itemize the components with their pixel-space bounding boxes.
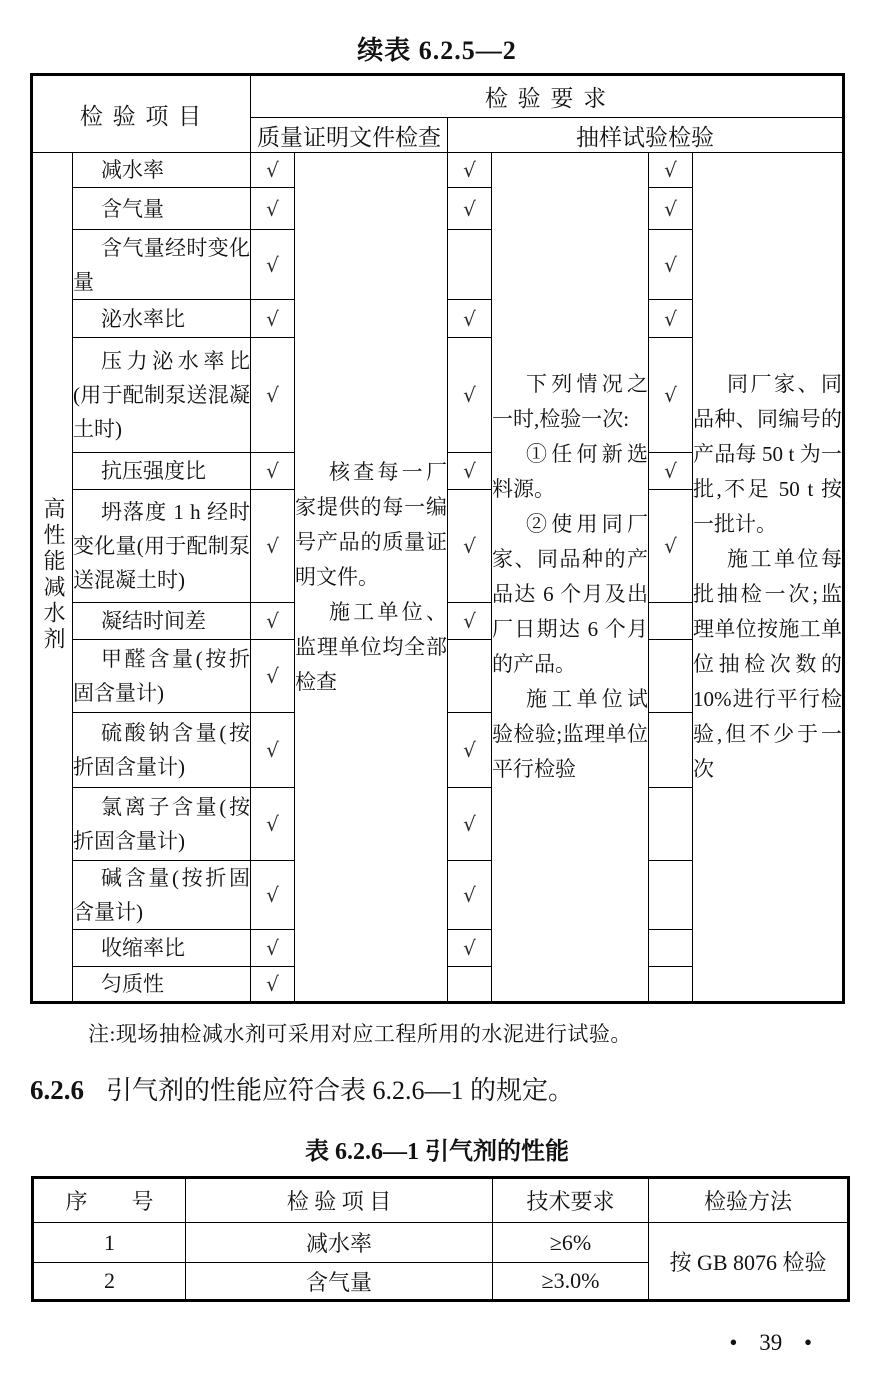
doc-checkmark-cell: √ xyxy=(251,640,295,713)
table2-header-no: 序 号 xyxy=(33,1178,186,1223)
sampling-batch-paragraph: 同厂家、同品种、同编号的产品每 50 t 为一批,不足 50 t 按一批计。 xyxy=(693,372,842,536)
sampling-checkmark-cell-2: √ xyxy=(649,188,693,230)
sampling-condition-paragraph: 下列情况之一时,检验一次: xyxy=(492,372,648,431)
table2-requirement-cell: ≥3.0% xyxy=(493,1263,649,1301)
sampling-checkmark-cell-1: √ xyxy=(448,300,492,338)
item-cell: 泌水率比 xyxy=(73,300,251,338)
item-cell: 减水率 xyxy=(73,153,251,188)
sampling-condition-paragraph: ②使用同厂家、同品种的产品达 6 个月及出厂日期达 6 个月的产品。 xyxy=(492,512,648,676)
header-requirement-col: 检 验 要 求 xyxy=(251,75,844,118)
item-cell: 匀质性 xyxy=(73,967,251,1003)
sampling-checkmark-cell-2 xyxy=(649,967,693,1003)
sampling-checkmark-cell-1: √ xyxy=(448,188,492,230)
header-item-col: 检 验 项 目 xyxy=(32,75,251,153)
table2-item-cell: 含气量 xyxy=(186,1263,493,1301)
sampling-checkmark-cell-1: √ xyxy=(448,788,492,861)
table2-requirement-cell: ≥6% xyxy=(493,1223,649,1263)
table2-header-row xyxy=(33,1178,849,1223)
item-cell: 氯离子含量(按折固含量计) xyxy=(73,788,251,861)
inspection-requirements-table xyxy=(30,73,845,1004)
category-label: 高性能减水剂 xyxy=(41,496,66,653)
item-cell: 压力泌水率比(用于配制泵送混凝土时) xyxy=(73,338,251,453)
sampling-checkmark-cell-1 xyxy=(448,230,492,300)
sampling-checkmark-cell-1: √ xyxy=(448,453,492,490)
doc-checkmark-cell: √ xyxy=(251,453,295,490)
sampling-batch-paragraph: 施工单位每批抽检一次;监理单位按施工单位抽检次数的 10%进行平行检验,但不少于一次 xyxy=(693,547,842,781)
doc-checkmark-cell: √ xyxy=(251,300,295,338)
doc-check-paragraph: 核查每一厂家提供的每一编号产品的质量证明文件。 xyxy=(295,459,447,589)
doc-checkmark-cell: √ xyxy=(251,153,295,188)
sampling-condition-text-cell xyxy=(492,153,649,1003)
sampling-checkmark-cell-2 xyxy=(649,640,693,713)
sampling-checkmark-cell-2 xyxy=(649,603,693,640)
sampling-condition-paragraph: ①任何新选料源。 xyxy=(492,442,648,501)
sampling-checkmark-cell-1: √ xyxy=(448,603,492,640)
item-cell: 含气量经时变化量 xyxy=(73,230,251,300)
sampling-checkmark-cell-2: √ xyxy=(649,453,693,490)
section-text: 引气剂的性能应符合表 6.2.6—1 的规定。 xyxy=(106,1076,575,1105)
sampling-checkmark-cell-1: √ xyxy=(448,338,492,453)
air-entraining-agent-table xyxy=(31,1176,850,1302)
sampling-checkmark-cell-2 xyxy=(649,861,693,930)
table2-title: 表 6.2.6—1 引气剂的性能 xyxy=(305,1139,569,1165)
item-cell: 坍落度 1 h 经时变化量(用于配制泵送混凝土时) xyxy=(73,490,251,603)
doc-check-text-cell xyxy=(295,153,448,1003)
page-number: • 39 • xyxy=(729,1330,812,1355)
table2-header-item: 检 验 项 目 xyxy=(186,1178,493,1223)
item-cell: 凝结时间差 xyxy=(73,603,251,640)
item-cell: 碱含量(按折固含量计) xyxy=(73,861,251,930)
doc-checkmark-cell: √ xyxy=(251,490,295,603)
document-page xyxy=(0,30,874,1373)
sampling-checkmark-cell-2 xyxy=(649,713,693,788)
sampling-checkmark-cell-1: √ xyxy=(448,930,492,967)
doc-checkmark-cell: √ xyxy=(251,603,295,640)
table-header-row xyxy=(32,75,844,118)
doc-checkmark-cell: √ xyxy=(251,930,295,967)
sampling-checkmark-cell-1 xyxy=(448,640,492,713)
table-note: 注:现场抽检减水剂可采用对应工程所用的水泥进行试验。 xyxy=(88,1022,632,1046)
sampling-checkmark-cell-1: √ xyxy=(448,713,492,788)
table2-no-cell: 2 xyxy=(33,1263,186,1301)
table2-item-cell: 减水率 xyxy=(186,1223,493,1263)
item-cell: 甲醛含量(按折固含量计) xyxy=(73,640,251,713)
sampling-checkmark-cell-1: √ xyxy=(448,490,492,603)
sampling-checkmark-cell-2 xyxy=(649,788,693,861)
doc-checkmark-cell: √ xyxy=(251,188,295,230)
item-cell: 硫酸钠含量(按折固含量计) xyxy=(73,713,251,788)
item-cell: 抗压强度比 xyxy=(73,453,251,490)
table2-method-cell: 按 GB 8076 检验 xyxy=(649,1223,849,1301)
header-sampling: 抽样试验检验 xyxy=(448,118,844,153)
sampling-checkmark-cell-1 xyxy=(448,967,492,1003)
doc-checkmark-cell: √ xyxy=(251,338,295,453)
table2-no-cell: 1 xyxy=(33,1223,186,1263)
sampling-batch-text-cell xyxy=(693,153,844,1003)
page-title: 续表 6.2.5—2 xyxy=(357,36,517,65)
item-cell: 含气量 xyxy=(73,188,251,230)
doc-checkmark-cell: √ xyxy=(251,713,295,788)
doc-checkmark-cell: √ xyxy=(251,861,295,930)
header-doc-check: 质量证明文件检查 xyxy=(251,118,448,153)
sampling-checkmark-cell-2: √ xyxy=(649,490,693,603)
section-heading xyxy=(30,1070,874,1107)
sampling-condition-paragraph: 施工单位试验检验;监理单位平行检验 xyxy=(492,687,648,781)
doc-checkmark-cell: √ xyxy=(251,230,295,300)
doc-checkmark-cell: √ xyxy=(251,967,295,1003)
sampling-checkmark-cell-2 xyxy=(649,930,693,967)
sampling-checkmark-cell-1: √ xyxy=(448,861,492,930)
doc-check-paragraph: 施工单位、监理单位均全部检查 xyxy=(295,599,447,694)
sampling-checkmark-cell-1: √ xyxy=(448,153,492,188)
table-row xyxy=(33,1223,849,1263)
section-number: 6.2.6 xyxy=(30,1075,84,1105)
sampling-checkmark-cell-2: √ xyxy=(649,338,693,453)
sampling-checkmark-cell-2: √ xyxy=(649,230,693,300)
sampling-checkmark-cell-2: √ xyxy=(649,300,693,338)
table2-header-method: 检验方法 xyxy=(649,1178,849,1223)
table2-header-requirement: 技术要求 xyxy=(493,1178,649,1223)
table-row xyxy=(32,153,844,188)
sampling-checkmark-cell-2: √ xyxy=(649,153,693,188)
doc-checkmark-cell: √ xyxy=(251,788,295,861)
category-cell xyxy=(32,153,73,1003)
item-cell: 收缩率比 xyxy=(73,930,251,967)
